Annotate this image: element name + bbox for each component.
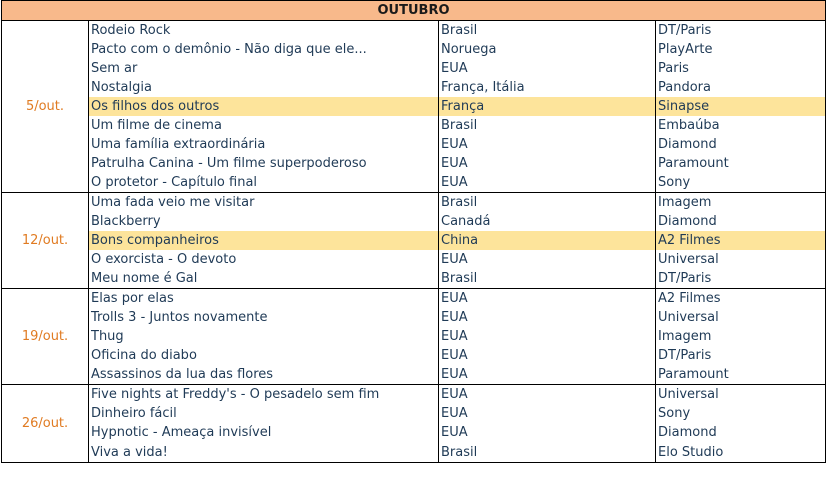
- movie-title-cell: Assassinos da lua das flores: [89, 365, 439, 385]
- country-cell: EUA: [439, 404, 656, 423]
- distributor-cell: Diamond: [656, 212, 826, 231]
- country-cell: China: [439, 231, 656, 250]
- country-cell: EUA: [439, 365, 656, 385]
- table-row: [2, 404, 826, 423]
- table-row: [2, 97, 826, 116]
- country-cell: Brasil: [439, 442, 656, 463]
- distributor-cell: A2 Filmes: [656, 231, 826, 250]
- distributor-cell: Paramount: [656, 365, 826, 385]
- movie-title-cell: O exorcista - O devoto: [89, 250, 439, 269]
- movie-title-cell: Oficina do diabo: [89, 346, 439, 365]
- release-schedule-table: [1, 0, 826, 463]
- country-cell: Brasil: [439, 116, 656, 135]
- distributor-cell: Pandora: [656, 78, 826, 97]
- distributor-cell: Imagem: [656, 193, 826, 213]
- distributor-cell: Paris: [656, 59, 826, 78]
- release-date-cell: 19/out.: [2, 289, 89, 385]
- table-row: [2, 365, 826, 385]
- country-cell: EUA: [439, 423, 656, 442]
- country-cell: França: [439, 97, 656, 116]
- table-row: [2, 289, 826, 309]
- month-header: OUTUBRO: [2, 1, 826, 21]
- distributor-cell: DT/Paris: [656, 269, 826, 289]
- movie-title-cell: Sem ar: [89, 59, 439, 78]
- table-row: [2, 327, 826, 346]
- movie-title-cell: Os filhos dos outros: [89, 97, 439, 116]
- movie-title-cell: Bons companheiros: [89, 231, 439, 250]
- country-cell: EUA: [439, 308, 656, 327]
- country-cell: Brasil: [439, 269, 656, 289]
- movie-title-cell: Um filme de cinema: [89, 116, 439, 135]
- distributor-cell: Sony: [656, 173, 826, 193]
- country-cell: EUA: [439, 289, 656, 309]
- country-cell: EUA: [439, 135, 656, 154]
- table-row: [2, 212, 826, 231]
- distributor-cell: DT/Paris: [656, 346, 826, 365]
- movie-title-cell: O protetor - Capítulo final: [89, 173, 439, 193]
- table-row: [2, 40, 826, 59]
- movie-title-cell: Patrulha Canina - Um filme superpoderoso: [89, 154, 439, 173]
- table-row: [2, 385, 826, 405]
- country-cell: Noruega: [439, 40, 656, 59]
- movie-title-cell: Dinheiro fácil: [89, 404, 439, 423]
- movie-title-cell: Trolls 3 - Juntos novamente: [89, 308, 439, 327]
- movie-title-cell: Thug: [89, 327, 439, 346]
- country-cell: França, Itália: [439, 78, 656, 97]
- movie-title-cell: Viva a vida!: [89, 442, 439, 463]
- table-row: [2, 21, 826, 41]
- movie-title-cell: Rodeio Rock: [89, 21, 439, 41]
- country-cell: EUA: [439, 327, 656, 346]
- distributor-cell: Universal: [656, 250, 826, 269]
- table-row: [2, 231, 826, 250]
- country-cell: EUA: [439, 59, 656, 78]
- release-date-cell: 26/out.: [2, 385, 89, 463]
- release-date-cell: 5/out.: [2, 21, 89, 193]
- distributor-cell: Diamond: [656, 423, 826, 442]
- distributor-cell: Paramount: [656, 154, 826, 173]
- table-row: [2, 173, 826, 193]
- country-cell: EUA: [439, 173, 656, 193]
- country-cell: Brasil: [439, 21, 656, 41]
- distributor-cell: Elo Studio: [656, 442, 826, 463]
- table-row: [2, 78, 826, 97]
- country-cell: Canadá: [439, 212, 656, 231]
- country-cell: EUA: [439, 250, 656, 269]
- table-body: [2, 21, 826, 463]
- table-row: [2, 269, 826, 289]
- country-cell: EUA: [439, 385, 656, 405]
- movie-title-cell: Five nights at Freddy's - O pesadelo sem fim: [89, 385, 439, 405]
- table-row: [2, 59, 826, 78]
- country-cell: Brasil: [439, 193, 656, 213]
- movie-title-cell: Blackberry: [89, 212, 439, 231]
- table-row: [2, 423, 826, 442]
- distributor-cell: Imagem: [656, 327, 826, 346]
- table-row: [2, 154, 826, 173]
- country-cell: EUA: [439, 346, 656, 365]
- distributor-cell: DT/Paris: [656, 21, 826, 41]
- table-row: [2, 442, 826, 463]
- table-row: [2, 116, 826, 135]
- movie-title-cell: Uma família extraordinária: [89, 135, 439, 154]
- release-date-cell: 12/out.: [2, 193, 89, 289]
- movie-title-cell: Elas por elas: [89, 289, 439, 309]
- distributor-cell: Embaúba: [656, 116, 826, 135]
- country-cell: EUA: [439, 154, 656, 173]
- distributor-cell: A2 Filmes: [656, 289, 826, 309]
- movie-title-cell: Meu nome é Gal: [89, 269, 439, 289]
- table-row: [2, 346, 826, 365]
- distributor-cell: PlayArte: [656, 40, 826, 59]
- distributor-cell: Diamond: [656, 135, 826, 154]
- distributor-cell: Universal: [656, 308, 826, 327]
- movie-title-cell: Hypnotic - Ameaça invisível: [89, 423, 439, 442]
- movie-title-cell: Nostalgia: [89, 78, 439, 97]
- header-row: [2, 1, 826, 21]
- distributor-cell: Sinapse: [656, 97, 826, 116]
- table-row: [2, 135, 826, 154]
- movie-title-cell: Uma fada veio me visitar: [89, 193, 439, 213]
- distributor-cell: Universal: [656, 385, 826, 405]
- table-row: [2, 193, 826, 213]
- table-row: [2, 308, 826, 327]
- distributor-cell: Sony: [656, 404, 826, 423]
- movie-title-cell: Pacto com o demônio - Não diga que ele...: [89, 40, 439, 59]
- table-row: [2, 250, 826, 269]
